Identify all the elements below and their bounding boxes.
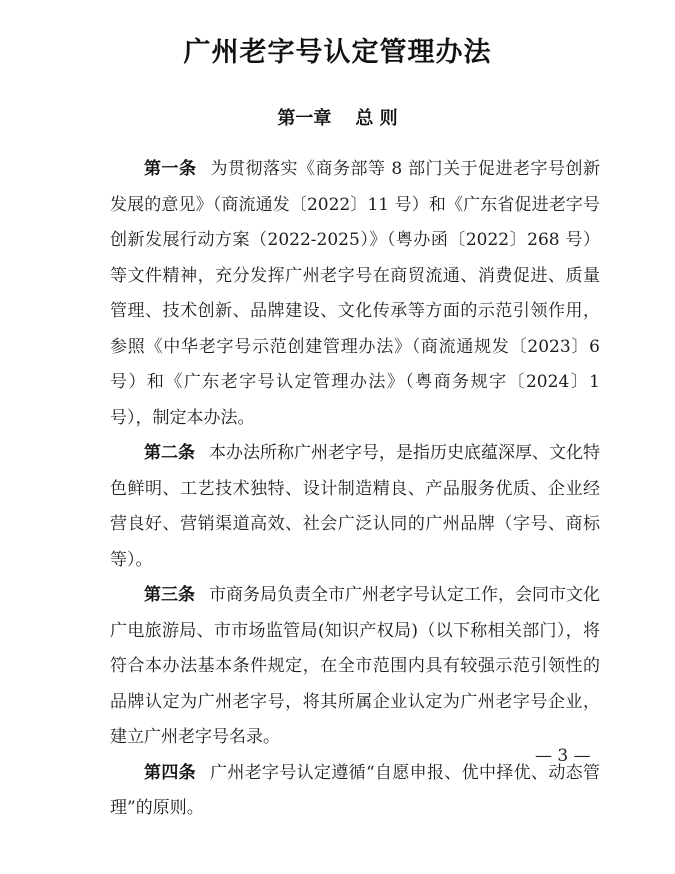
document-body (110, 152, 600, 827)
article-label: 第三条 (144, 585, 195, 605)
chapter-heading (0, 104, 675, 130)
article-text: 广州老字号认定遵循“自愿申报、优中择优、动态管理”的原则。 (110, 762, 600, 818)
article-label: 第四条 (144, 762, 196, 783)
article-text: 为贯彻落实《商务部等 8 部门关于促进老字号创新发展的意见》（商流通发〔2022〕11 号）和《广东省促进老字号创新发展行动方案（2022-2025）》（粤办函〔2022〕268 号）等文件精神，充分发挥广州老字号在商贸流通、消费促进、质量管理、技术创新、品牌建设、文化传承等方面的示范引领作用，参照《中华老字号示范创建管理办法》（商流通规发〔2023〕6 号）和《广东老字号认定管理办法》（粤商务规字〔2024〕1 号），制定本办法。 (110, 159, 601, 428)
document-title: 广州老字号认定管理办法 (183, 37, 492, 68)
article-label: 第一条 (144, 159, 197, 179)
article-text: 本办法所称广州老字号，是指历史底蕴深厚、文化特色鲜明、工艺技术独特、设计制造精良、产品服务优质、企业经营良好、营销渠道高效、社会广泛认同的广州品牌（字号、商标等）。 (110, 443, 600, 570)
article-1 (110, 152, 600, 436)
page-number: — 3 — (535, 746, 591, 766)
chapter-name: 总 则 (355, 108, 398, 129)
article-3 (110, 578, 600, 756)
article-4 (110, 756, 600, 827)
article-text: 市商务局负责全市广州老字号认定工作，会同市文化广电旅游局、市市场监管局(知识产权局)（以下称相关部门），将符合本办法基本条件规定，在全市范围内具有较强示范引领性的品牌认定为广州老字号，将其所属企业认定为广州老字号企业，建立广州老字号名录。 (110, 585, 600, 747)
article-label: 第二条 (144, 443, 195, 463)
chapter-number: 第一章 (277, 108, 332, 129)
article-2 (110, 436, 600, 578)
